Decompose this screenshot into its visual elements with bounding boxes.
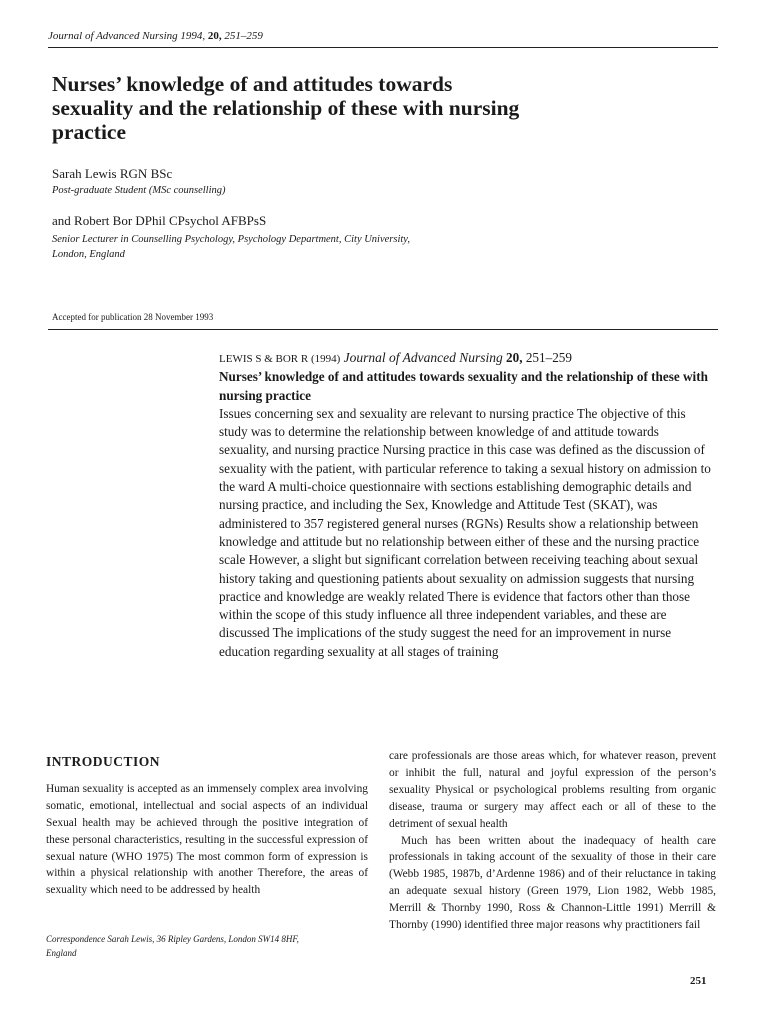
section-rule: [48, 329, 718, 330]
introduction-heading: INTRODUCTION: [46, 754, 161, 769]
accepted-date: Accepted for publication 28 November 1993: [52, 312, 214, 322]
citation-pages: 251–259: [525, 350, 572, 365]
citation-journal: Journal of Advanced Nursing: [343, 350, 503, 365]
article-title: Nurses’ knowledge of and attitudes towards sexuality and the relationship of these with nursing practice: [52, 72, 520, 144]
page-number: 251: [690, 975, 707, 987]
body-paragraph: Human sexuality is accepted as an immensely complex area involving somatic, emotional, intellectual and social aspects of an individual Sexual health may be achieved through the positive integration of these personal characteristics, resulting in the successful expression of sexual nature (WHO 1975) The most common form of expression is within a physical relationship with another Therefore, the areas of sexuality which need to be addressed by health: [46, 782, 368, 897]
journal-header: [48, 30, 263, 42]
abstract-text: Issues concerning sex and sexuality are relevant to nursing practice The objective of this study was to determine the relationship between knowledge of and attitude towards sexuality, and nursing practice Nursing practice in this case was defined as the discussion of sexuality with the patient, with particular reference to taking a sexual history on admission to the ward A multi-choice questionnaire with sections establishing demographic details and nursing practice, and including the Sex, Knowledge and Attitude Test (SKAT), was administered to 357 registered general nurses (RGNs) Results show a relationship between knowledge and attitude but no relationship between either of these and the nursing practice scale However, a slight but significant correlation between receiving teaching about sexual history taking and questioning patients about sexuality on admission suggests that nursing practice and knowledge are weakly related There is evidence that factors other than those within the scope of this study influence all three independent variables, and these are discussed The implications of the study suggest the need for an improvement in nurse education regarding sexuality at all stages of training: [219, 405, 711, 659]
author-primary: Sarah Lewis RGN BSc: [52, 166, 173, 181]
author-secondary-affiliation: [52, 232, 410, 262]
author-secondary: and Robert Bor DPhil CPsychol AFBPsS: [52, 213, 267, 228]
journal-year-value: 1994,: [180, 30, 206, 42]
journal-volume: 20,: [207, 30, 222, 42]
author-primary-affiliation: Post-graduate Student (MSc counselling): [52, 185, 226, 196]
correspondence-line: Correspondence Sarah Lewis, 36 Ripley Gardens, London SW14 8HF,: [46, 934, 299, 944]
affiliation-line: London, England: [52, 249, 125, 260]
body-column-right: [389, 748, 716, 934]
journal-name: Journal of Advanced Nursing: [48, 30, 178, 42]
body-paragraph: care professionals are those areas which, for whatever reason, prevent or inhibit the full, natural and joyful expression of the person’s sexuality Physical or psychological problems resulting from organic disease, trauma or surgery may affect each or all of these to the detriment of sexual health: [389, 750, 716, 830]
body-column-left: [46, 748, 368, 899]
correspondence-note: [46, 932, 376, 960]
abstract-block: [219, 349, 711, 661]
correspondence-line: England: [46, 948, 77, 958]
citation-volume: 20,: [506, 350, 523, 365]
affiliation-line: Senior Lecturer in Counselling Psychology, Psychology Department, City University,: [52, 234, 411, 245]
header-rule: [48, 47, 718, 48]
abstract-title: Nurses’ knowledge of and attitudes towards sexuality and the relationship of these with nursing practice: [219, 369, 708, 403]
citation-authors: LEWIS S & BOR R (1994): [219, 353, 341, 365]
body-paragraph: Much has been written about the inadequacy of health care professionals in taking account of the sexuality of those in their care (Webb 1985, 1987b, d’Ardenne 1986) and of their reluctance in taking an adequate sexual history (Green 1979, Lion 1982, Webb 1985, Merrill & Thornby 1990, Ross & Channon-Little 1991) Merrill & Thornby (1990) identified three major reasons why practitioners fail: [389, 834, 716, 932]
abstract-citation: [219, 349, 711, 368]
journal-pages: 251–259: [224, 30, 263, 42]
